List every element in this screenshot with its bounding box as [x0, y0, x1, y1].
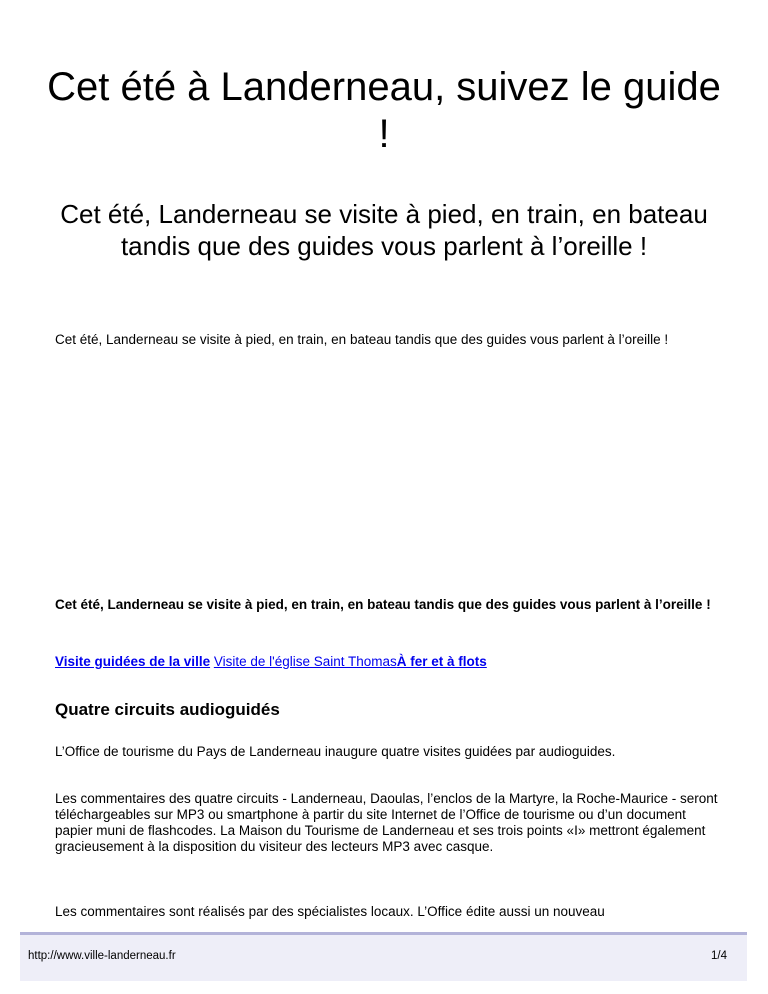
related-links [55, 654, 725, 670]
section-heading: Quatre circuits audioguidés [55, 700, 280, 719]
body-paragraph-2: Les commentaires des quatre circuits - Landerneau, Daoulas, l’enclos de la Martyre, la Roche-Maurice - seront téléchargeables sur MP3 ou smartphone à partir du site Internet de l’Office de tourisme ou d’un document papier muni de flashcodes. La Maison du Tourisme de Landerneau et ses trois points «I» mettront également gracieusement à la disposition du visiteur des lecteurs MP3 avec casque. [55, 791, 718, 854]
footer-url: http://www.ville-landerneau.fr [28, 950, 176, 962]
link-fer-flots[interactable]: À fer et à flots [396, 654, 487, 669]
page-footer [20, 932, 747, 981]
body-paragraph-3: Les commentaires sont réalisés par des spécialistes locaux. L’Office édite aussi un nouveau [55, 904, 605, 919]
lead-paragraph: Cet été, Landerneau se visite à pied, en train, en bateau tandis que des guides vous parlent à l’oreille ! [55, 597, 711, 612]
link-visite-eglise[interactable]: Visite de l'église Saint Thomas [213, 654, 397, 669]
page-number: 1/4 [711, 950, 727, 962]
link-visite-ville[interactable]: Visite guidées de la ville [55, 654, 211, 669]
intro-paragraph: Cet été, Landerneau se visite à pied, en train, en bateau tandis que des guides vous parlent à l’oreille ! [55, 332, 669, 347]
page-subtitle: Cet été, Landerneau se visite à pied, en train, en bateau tandis que des guides vous parlent à l’oreille ! [60, 199, 708, 261]
page-title: Cet été à Landerneau, suivez le guide ! [47, 65, 721, 156]
body-paragraph-1: L’Office de tourisme du Pays de Landerneau inaugure quatre visites guidées par audioguides. [55, 744, 616, 759]
